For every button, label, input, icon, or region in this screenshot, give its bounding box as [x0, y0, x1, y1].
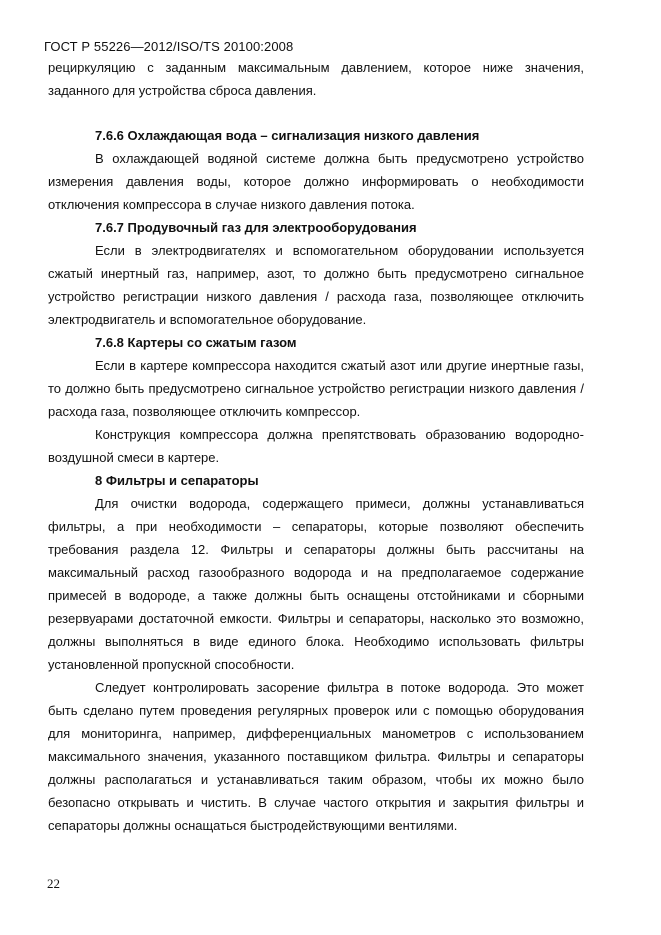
spacer: [48, 102, 584, 124]
paragraph: Если в картере компрессора находится сжатый азот или другие инертные газы, то должно быть предусмотрено сигнальное устройство регистрации низкого давления / расхода газа, позволяющее отключить компрессор.: [48, 358, 584, 419]
paragraph: Конструкция компрессора должна препятствовать образованию водородно-воздушной смеси в картере.: [48, 427, 584, 465]
continued-paragraph: рециркуляцию с заданным максимальным давлением, которое ниже значения, заданного для устройства сброса давления.: [48, 60, 584, 98]
paragraph: Если в электродвигателях и вспомогательном оборудовании используется сжатый инертный газ, например, азот, то должно быть предусмотрено сигнальное устройство регистрации низкого давления / расхода газа, позволяющее отключить электродвигатель и вспомогательное оборудование.: [48, 243, 584, 327]
section-heading-7-6-6: 7.6.6 Охлаждающая вода – сигнализация низкого давления: [95, 128, 480, 143]
section-heading-8: 8 Фильтры и сепараторы: [95, 473, 259, 488]
section-heading-7-6-8: 7.6.8 Картеры со сжатым газом: [95, 335, 297, 350]
section-heading-7-6-7: 7.6.7 Продувочный газ для электрооборудования: [95, 220, 417, 235]
paragraph: Следует контролировать засорение фильтра в потоке водорода. Это может быть сделано путем проведения регулярных проверок или с помощью оборудования для мониторинга, например, дифференциальных манометров с использованием максимального значения, указанного поставщиком фильтра. Фильтры и сепараторы должны располагаться и устанавливаться таким образом, чтобы их можно было безопасно открывать и чистить. В случае частого открытия и закрытия фильтры и сепараторы должны оснащаться быстродействующими вентилями.: [48, 680, 584, 833]
page-number: 22: [47, 876, 60, 891]
paragraph: В охлаждающей водяной системе должна быть предусмотрено устройство измерения давления воды, которое должно информировать о необходимости отключения компрессора в случае низкого давления потока.: [48, 151, 584, 212]
document-header: ГОСТ Р 55226—2012/ISO/TS 20100:2008: [44, 39, 294, 54]
paragraph: Для очистки водорода, содержащего примеси, должны устанавливаться фильтры, а при необходимости – сепараторы, которые позволяют обеспечить требования раздела 12. Фильтры и сепараторы должны быть рассчитаны на максимальный расход газообразного водорода и на предполагаемое содержание примесей в водороде, а также должны быть оснащены отстойниками и сборными резервуарами достаточной емкости. Фильтры и сепараторы, насколько это возможно, должны выполняться в виде единого блока. Необходимо использовать фильтры установленной пропускной способности.: [48, 496, 584, 672]
document-body: [48, 56, 584, 837]
